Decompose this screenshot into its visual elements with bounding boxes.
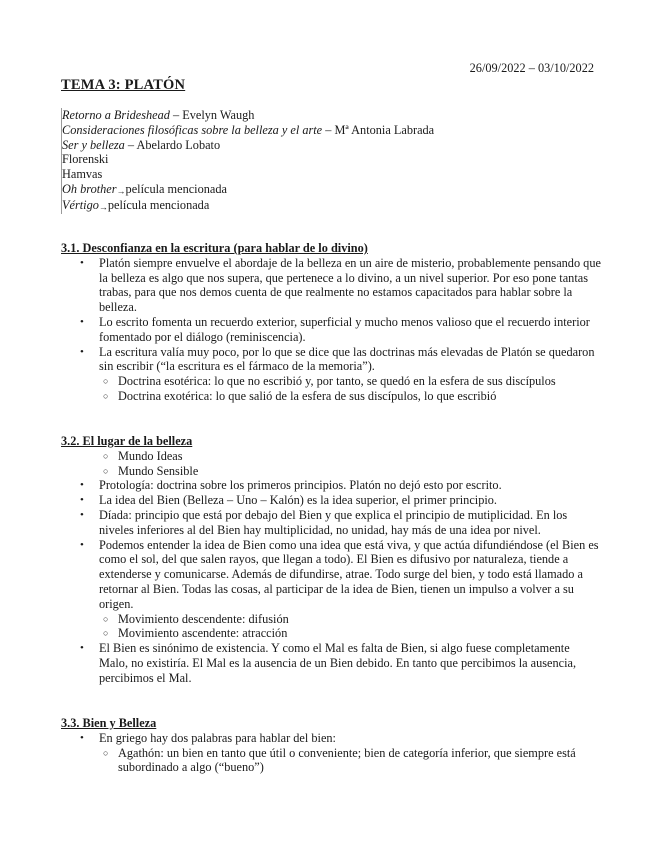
reference-note: Abelardo Lobato [136, 137, 221, 152]
section-3-2 [61, 434, 601, 686]
sub-list-item: ○ Doctrina exotérica: lo que salió de la esfera de sus discípulos, lo que escribió [61, 389, 601, 404]
sub-list-item: ○ Mundo Ideas [61, 449, 601, 464]
page-title: TEMA 3: PLATÓN [61, 77, 186, 93]
reference-item [62, 182, 434, 198]
reference-item [62, 198, 434, 214]
reference-item [62, 138, 434, 153]
reference-work: Vértigo [62, 197, 99, 212]
list-item: • Lo escrito fomenta un recuerdo exterior, superficial y mucho menos valioso que el recuerdo interior fomentado por el diálogo (reminiscencia). [61, 315, 601, 345]
sub-list-item: ○ Doctrina esotérica: lo que no escribió y, por tanto, se quedó en la esfera de sus discípulos [61, 374, 601, 389]
reference-work: Oh brother [62, 181, 117, 196]
reference-item [62, 167, 434, 182]
list-item: • La escritura valía muy poco, por lo que se dice que las doctrinas más elevadas de Platón se quedaron sin escribir (“la escritura es el fármaco de la memoria”). [61, 345, 601, 375]
reference-work: Consideraciones filosóficas sobre la belleza y el arte [62, 122, 323, 137]
list-item: • Podemos entender la idea de Bien como una idea que está viva, y que actúa difundiéndose (el Bien es como el sol, del que salen rayos, que llegan a todo). El Bien es difusivo por naturaleza, tiende a extenderse y comunicarse. Además de difundirse, atrae. Todo surge del bien, y todo está llamado a retornar al Bien. Todas las cosas, al participar de la idea de Bien, tienen un impulso a volver a su origen. [61, 538, 601, 612]
reference-note: película mencionada [125, 181, 227, 196]
list-item: • Platón siempre envuelve el abordaje de la belleza en un aire de misterio, probablemente pensando que la belleza es algo que nos supera, que pertenece a lo divino, a un nivel superior. Por eso pone tantas trabas, para que nos demos cuenta de que realmente no estamos capacitados para hablar sobre la belleza. [61, 256, 601, 315]
bullet-list [61, 731, 601, 775]
list-item: • Díada: principio que está por debajo del Bien y que explica el principio de mutiplicidad. En los niveles inferiores al del Bien hay multiplicidad, no unidad, hay más de una idea por nivel. [61, 508, 601, 538]
reference-item [62, 152, 434, 167]
reference-note: Florenski [62, 152, 109, 167]
section-heading: 3.1. Desconfianza en la escritura (para hablar de lo divino) [61, 241, 368, 255]
reference-note: Mª Antonia Labrada [334, 122, 435, 137]
reference-list [61, 108, 434, 214]
section-heading: 3.2. El lugar de la belleza [61, 434, 193, 448]
list-item: • Protología: doctrina sobre los primeros principios. Platón no dejó esto por escrito. [61, 478, 601, 493]
arrow-right-icon: → [116, 185, 126, 196]
sub-list-item: ○ Mundo Sensible [61, 464, 601, 479]
sub-list-item: ○ Movimiento ascendente: atracción [61, 626, 601, 641]
reference-separator: – [169, 108, 183, 122]
reference-note: Evelyn Waugh [182, 108, 255, 122]
reference-work: Ser y belleza [62, 137, 125, 152]
section-heading: 3.3. Bien y Belleza [61, 716, 157, 730]
reference-note: película mencionada [107, 197, 210, 212]
reference-note: Hamvas [62, 167, 103, 182]
reference-item [62, 123, 434, 138]
list-item: • El Bien es sinónimo de existencia. Y como el Mal es falta de Bien, si algo fuese completamente Malo, no existiría. El Mal es la ausencia de un Bien debido. En tanto que percibimos la ausencia, percibimos el Mal. [61, 641, 601, 685]
sub-list-item: ○ Agathón: un bien en tanto que útil o conveniente; bien de categoría inferior, que siempre está subordinado a algo (“bueno”) [61, 746, 601, 776]
section-3-1 [61, 241, 601, 404]
reference-item [62, 108, 434, 123]
date-range: 26/09/2022 – 03/10/2022 [469, 61, 594, 75]
reference-separator: – [124, 137, 137, 152]
section-3-3 [61, 716, 601, 775]
bullet-list [61, 256, 601, 404]
reference-separator: – [322, 122, 335, 137]
arrow-right-icon: → [98, 201, 108, 212]
sub-list-item: ○ Movimiento descendente: difusión [61, 612, 601, 627]
list-item: • En griego hay dos palabras para hablar del bien: [61, 731, 601, 746]
reference-work: Retorno a Brideshead [62, 108, 170, 122]
bullet-list [61, 449, 601, 686]
list-item: • La idea del Bien (Belleza – Uno – Kalón) es la idea superior, el primer principio. [61, 493, 601, 508]
